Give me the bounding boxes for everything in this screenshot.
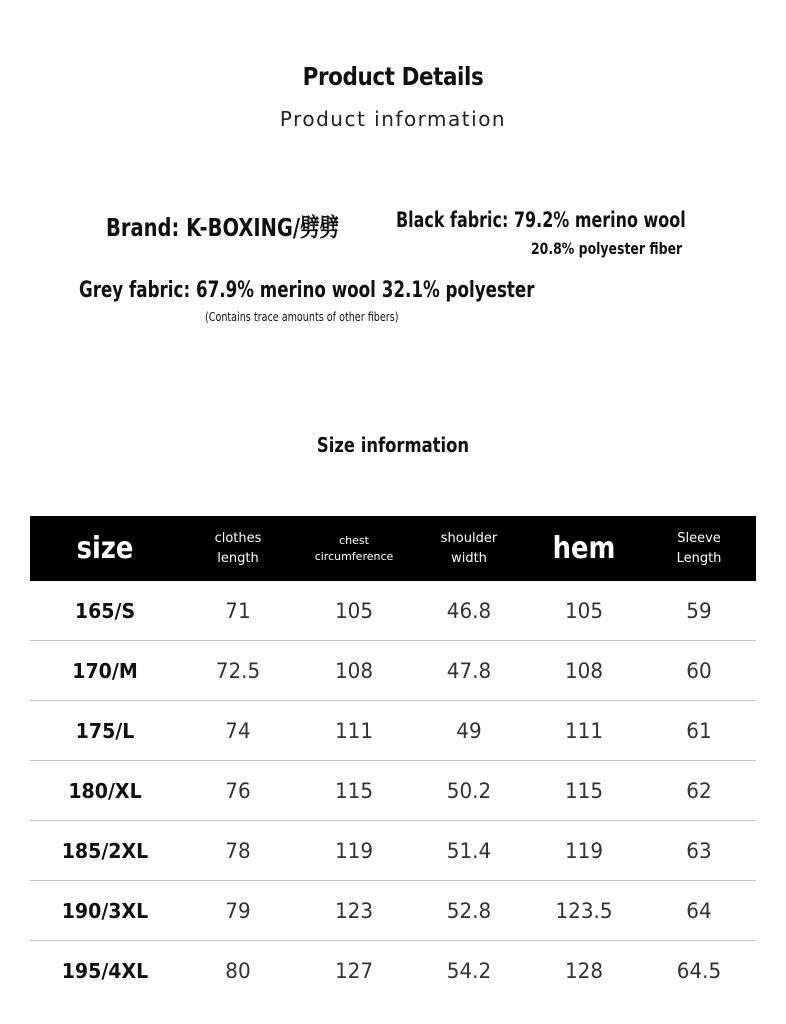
cell-sleeve: 61 <box>686 718 712 743</box>
header-size: size <box>76 530 134 566</box>
size-section-title: Size information <box>316 433 470 457</box>
cell-chest: 105 <box>334 598 374 623</box>
table-row <box>30 581 756 641</box>
cell-chest: 108 <box>334 658 374 683</box>
header-clothes-length: clothes length <box>214 530 262 566</box>
cell-size: 175/L <box>75 718 135 743</box>
cell-sleeve: 59 <box>686 598 712 623</box>
cell-hem: 108 <box>564 658 604 683</box>
header-hem: hem <box>552 530 616 566</box>
black-fabric-text-2: 20.8% polyester fiber <box>531 239 683 258</box>
cell-hem: 123.5 <box>555 898 613 923</box>
cell-clothes-length: 78 <box>225 838 251 863</box>
cell-clothes-length: 74 <box>225 718 251 743</box>
cell-clothes-length: 72.5 <box>215 658 261 683</box>
cell-size: 170/M <box>72 658 138 683</box>
cell-size: 190/3XL <box>61 898 149 923</box>
page-subtitle: Product information <box>279 107 507 131</box>
cell-clothes-length: 80 <box>225 958 251 983</box>
table-row <box>30 821 756 881</box>
cell-clothes-length: 76 <box>225 778 251 803</box>
table-row <box>30 701 756 761</box>
cell-sleeve: 64 <box>686 898 712 923</box>
cell-sleeve: 62 <box>686 778 712 803</box>
cell-chest: 127 <box>334 958 374 983</box>
cell-size: 180/XL <box>68 778 142 803</box>
header-chest-circumference: chest circumference <box>314 533 394 563</box>
header-shoulder-width: shoulder width <box>440 530 498 566</box>
cell-shoulder: 51.4 <box>446 838 492 863</box>
cell-sleeve: 60 <box>686 658 712 683</box>
cell-size: 165/S <box>74 598 136 623</box>
cell-sleeve: 63 <box>686 838 712 863</box>
table-row <box>30 641 756 701</box>
cell-shoulder: 47.8 <box>446 658 492 683</box>
table-row <box>30 761 756 821</box>
cell-hem: 111 <box>564 718 604 743</box>
grey-fabric-note: (Contains trace amounts of other fibers) <box>205 310 399 324</box>
cell-size: 185/2XL <box>61 838 149 863</box>
cell-hem: 128 <box>564 958 604 983</box>
cell-hem: 115 <box>564 778 604 803</box>
table-row <box>30 941 756 1000</box>
cell-hem: 105 <box>564 598 604 623</box>
cell-chest: 123 <box>334 898 374 923</box>
cell-chest: 115 <box>334 778 374 803</box>
cell-clothes-length: 71 <box>225 598 251 623</box>
cell-shoulder: 52.8 <box>446 898 492 923</box>
brand-text: Brand: K-BOXING/劈劈 <box>106 213 340 242</box>
cell-shoulder: 46.8 <box>446 598 492 623</box>
cell-chest: 119 <box>334 838 374 863</box>
black-fabric-text: Black fabric: 79.2% merino wool <box>396 208 686 232</box>
size-table-header <box>30 516 756 581</box>
cell-shoulder: 49 <box>456 718 482 743</box>
cell-clothes-length: 79 <box>225 898 251 923</box>
cell-hem: 119 <box>564 838 604 863</box>
grey-fabric-text: Grey fabric: 67.9% merino wool 32.1% polyester <box>79 278 535 303</box>
cell-shoulder: 50.2 <box>446 778 492 803</box>
cell-sleeve: 64.5 <box>676 958 722 983</box>
page-title: Product Details <box>302 62 484 91</box>
size-table <box>30 516 756 1000</box>
table-row <box>30 881 756 941</box>
header-sleeve-length: Sleeve Length <box>676 530 722 566</box>
cell-shoulder: 54.2 <box>446 958 492 983</box>
cell-chest: 111 <box>334 718 374 743</box>
cell-size: 195/4XL <box>61 958 149 983</box>
